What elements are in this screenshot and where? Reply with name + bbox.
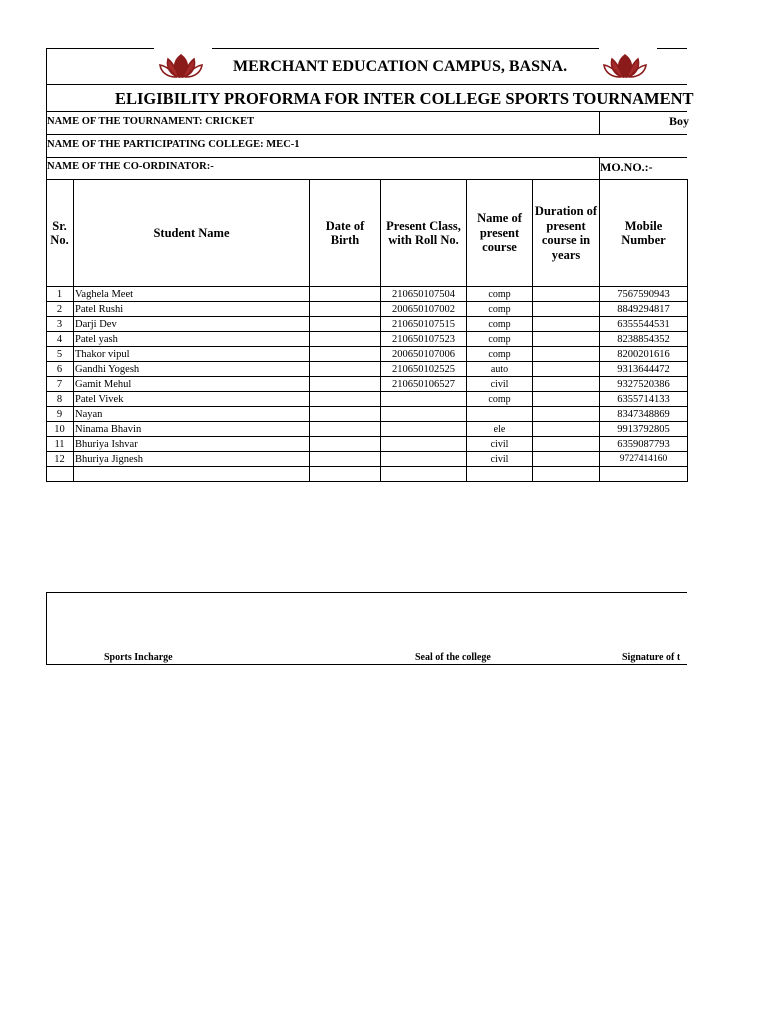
cell-sr: 11 [54, 438, 65, 450]
cell-duration [533, 377, 599, 391]
cell-duration [533, 452, 599, 466]
cell-mobile: 8238854352 [617, 333, 670, 345]
cell-duration [533, 422, 599, 436]
column-header-class: Present Class, with Roll No. [386, 218, 461, 247]
sports-incharge-label: Sports Incharge [104, 652, 173, 663]
cell-sr: 5 [56, 348, 63, 360]
column-header-dob: Date of Birth [325, 218, 365, 247]
cell-dob [310, 452, 380, 466]
table-border [599, 111, 600, 134]
cell-roll [381, 392, 466, 406]
cell-roll [381, 452, 466, 466]
cell-mobile: 9913792805 [617, 423, 670, 435]
signature-box-bottom [46, 664, 687, 665]
lotus-logo-icon [158, 53, 204, 79]
cell-mobile: 6355714133 [617, 393, 670, 405]
cell-duration [533, 437, 599, 451]
cell-course: comp [488, 288, 511, 300]
proforma-title: ELIGIBILITY PROFORMA FOR INTER COLLEGE SPORTS TOURNAMENT [115, 89, 694, 108]
cell-mobile: 6359087793 [617, 438, 670, 450]
cell-course: comp [488, 333, 511, 345]
cell-duration [533, 392, 599, 406]
cell-course: civil [490, 453, 509, 465]
cell-name: Ninama Bhavin [75, 423, 142, 435]
cell-sr: 12 [54, 453, 65, 465]
cell-name: Gamit Mehul [75, 378, 132, 390]
cell-sr: 4 [56, 333, 63, 345]
cell-name: Gandhi Yogesh [75, 363, 140, 375]
table-border [599, 157, 600, 179]
cell-roll: 210650107523 [392, 333, 455, 345]
cell-duration [533, 362, 599, 376]
row-divider [46, 481, 687, 482]
cell-name: Thakor vipul [75, 348, 130, 360]
cell-course: civil [490, 378, 509, 390]
cell-sr: 8 [56, 393, 63, 405]
cell-course: comp [488, 393, 511, 405]
college-seal-label: Seal of the college [415, 652, 491, 663]
mobile-label: MO.NO.:- [600, 160, 653, 174]
cell-roll: 200650107002 [392, 303, 455, 315]
cell-mobile: 8849294817 [617, 303, 670, 315]
cell-name: Patel yash [75, 333, 118, 345]
cell-sr: 2 [56, 303, 63, 315]
cell-course: comp [488, 303, 511, 315]
header-top-line [212, 48, 599, 49]
tournament-name: NAME OF THE TOURNAMENT: CRICKET [47, 116, 255, 127]
cell-duration [533, 302, 599, 316]
signature-box-top [46, 592, 687, 593]
cell-duration [533, 332, 599, 346]
cell-dob [310, 347, 380, 361]
college-name: NAME OF THE PARTICIPATING COLLEGE: MEC-1 [47, 139, 300, 150]
column-header-duration: Duration of present course in years [534, 204, 598, 262]
header-top-line [657, 48, 687, 49]
cell-dob [310, 302, 380, 316]
cell-course: auto [490, 363, 509, 375]
principal-signature-label: Signature of t [622, 652, 681, 663]
cell-sr: 6 [56, 363, 63, 375]
coordinator-label: NAME OF THE CO-ORDINATOR:- [47, 161, 214, 172]
cell-dob [310, 422, 380, 436]
column-header-mobile: Mobile Number [621, 218, 666, 247]
header-top-line [46, 48, 154, 49]
cell-duration [533, 407, 599, 421]
cell-course: comp [488, 318, 511, 330]
cell-dob [310, 437, 380, 451]
cell-mobile: 6355544531 [617, 318, 670, 330]
gender-label: Boy [669, 114, 690, 128]
cell-dob [310, 362, 380, 376]
lotus-logo-icon [602, 53, 648, 79]
cell-dob [310, 287, 380, 301]
cell-course: civil [490, 438, 509, 450]
cell-course: comp [488, 348, 511, 360]
cell-sr: 3 [56, 318, 63, 330]
campus-title: MERCHANT EDUCATION CAMPUS, BASNA. [233, 58, 568, 75]
cell-dob [310, 392, 380, 406]
cell-mobile: 8347348869 [617, 408, 670, 420]
cell-course: ele [493, 423, 506, 435]
cell-mobile: 7567590943 [617, 288, 670, 300]
column-header-name: Student Name [153, 225, 230, 240]
cell-roll: 200650107006 [392, 348, 455, 360]
cell-name: Darji Dev [75, 318, 117, 330]
cell-name: Vaghela Meet [75, 288, 134, 300]
table-border [687, 179, 688, 482]
cell-mobile: 9727414160 [619, 454, 668, 464]
cell-sr: 1 [56, 288, 63, 300]
cell-name: Bhuriya Jignesh [75, 453, 143, 465]
cell-dob [310, 407, 380, 421]
cell-sr: 10 [54, 423, 65, 435]
cell-roll: 210650106527 [392, 378, 455, 390]
cell-duration [533, 317, 599, 331]
cell-dob [310, 317, 380, 331]
divider [46, 111, 687, 112]
cell-roll: 210650107504 [392, 288, 455, 300]
signature-box-left [46, 592, 47, 664]
cell-roll [381, 437, 466, 451]
cell-dob [310, 332, 380, 346]
cell-mobile: 8200201616 [617, 348, 670, 360]
cell-name: Patel Rushi [75, 303, 124, 315]
row-divider [46, 466, 687, 467]
cell-sr: 9 [56, 408, 63, 420]
divider [46, 134, 687, 135]
cell-course [467, 407, 532, 421]
divider [46, 157, 687, 158]
cell-name: Nayan [75, 408, 103, 420]
cell-roll [381, 407, 466, 421]
divider [46, 84, 687, 85]
cell-roll [381, 422, 466, 436]
cell-mobile: 9327520386 [617, 378, 670, 390]
column-header-sr: Sr. No. [50, 218, 69, 247]
cell-name: Bhuriya Ishvar [75, 438, 138, 450]
cell-mobile: 9313644472 [617, 363, 670, 375]
cell-duration [533, 287, 599, 301]
column-header-course: Name of present course [477, 211, 522, 255]
cell-roll: 210650107515 [392, 318, 455, 330]
cell-dob [310, 377, 380, 391]
cell-sr: 7 [56, 378, 63, 390]
cell-name: Patel Vivek [75, 393, 124, 405]
cell-duration [533, 347, 599, 361]
cell-roll: 210650102525 [392, 363, 455, 375]
